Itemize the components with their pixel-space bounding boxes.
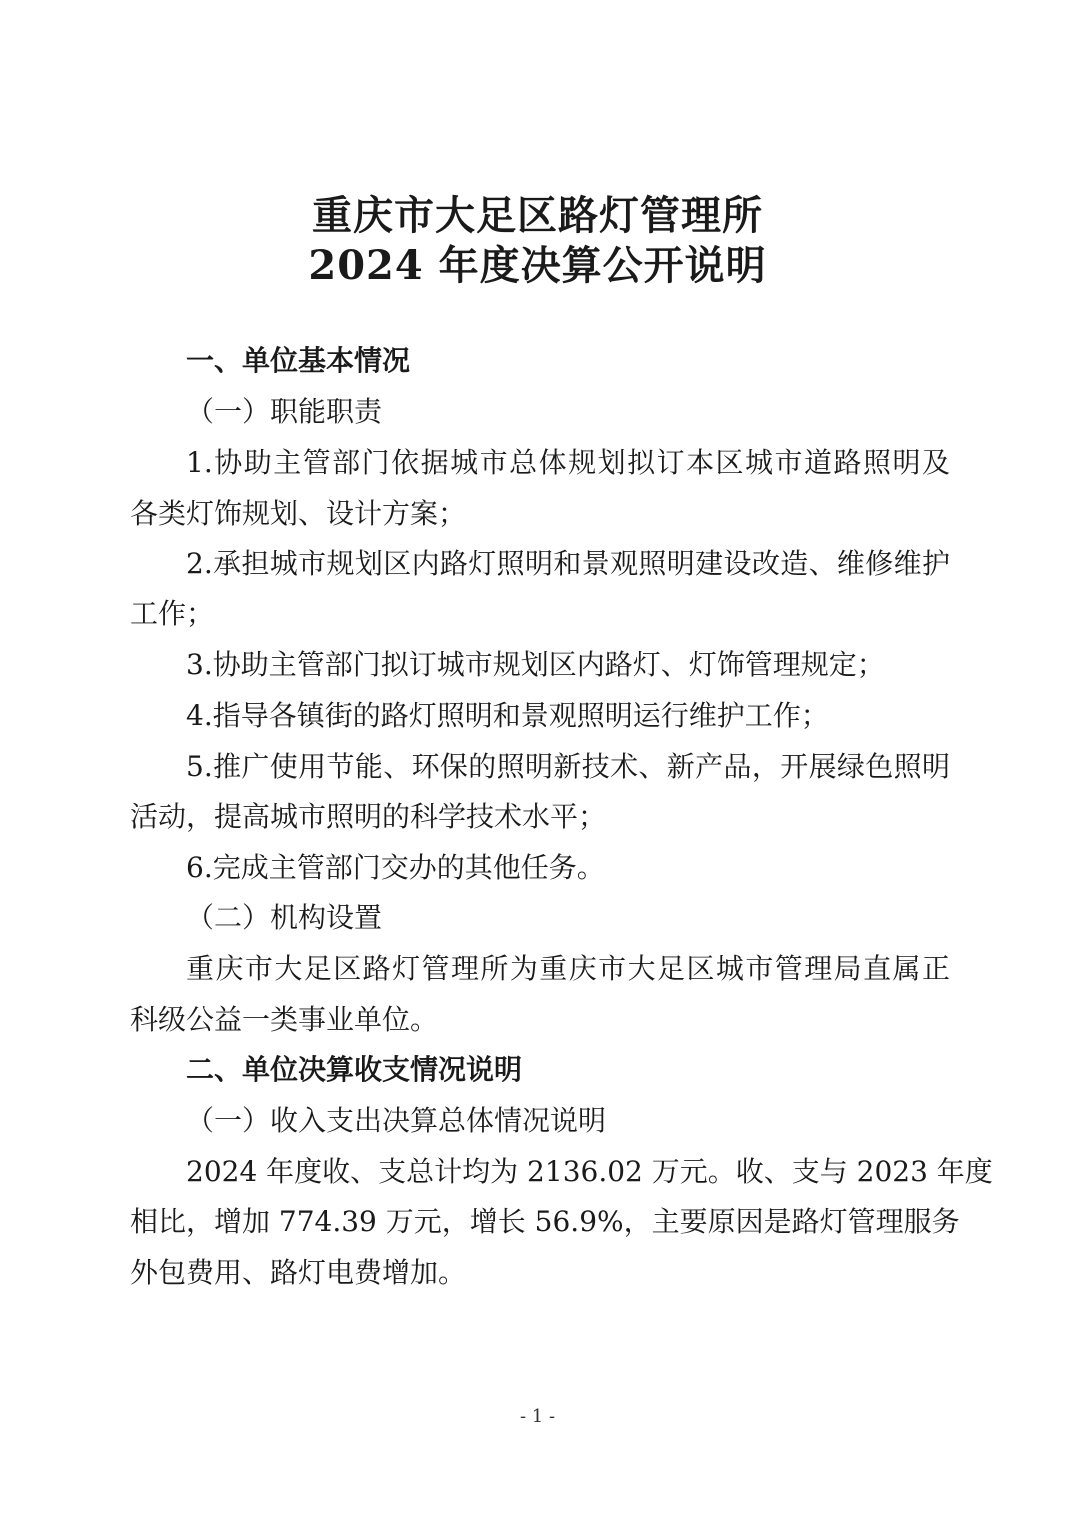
duty-item-4: 4.指导各镇街的路灯照明和景观照明运行维护工作； (186, 699, 829, 732)
budget-text-line3: 外包费用、路灯电费增加。 (130, 1256, 467, 1289)
section-heading-2: 二、单位决算收支情况说明 (186, 1053, 523, 1086)
section-heading-1: 一、单位基本情况 (186, 344, 411, 377)
subsection-heading-duties: （一）职能职责 (186, 395, 383, 428)
document-title-line2: 2024 年度决算公开说明 (308, 242, 767, 289)
subsection-heading-budget: （一）收入支出决算总体情况说明 (186, 1104, 607, 1137)
duty-item-2-line2: 工作； (130, 597, 215, 630)
organization-text-line1: 重庆市大足区路灯管理所为重庆市大足区城市管理局直属正 (186, 952, 950, 985)
duty-item-1-line1: 1.协助主管部门依据城市总体规划拟订本区城市道路照明及 (186, 446, 950, 479)
subsection-heading-organization: （二）机构设置 (186, 901, 383, 934)
budget-text-line1: 2024 年度收、支总计均为 2136.02 万元。收、支与 2023 年度 (186, 1155, 993, 1188)
duty-item-5-line2: 活动，提高城市照明的科学技术水平； (130, 800, 607, 833)
budget-text-line2: 相比，增加 774.39 万元，增长 56.9%，主要原因是路灯管理服务 (130, 1205, 960, 1238)
duty-item-6: 6.完成主管部门交办的其他任务。 (186, 851, 605, 884)
duty-item-3: 3.协助主管部门拟订城市规划区内路灯、灯饰管理规定； (186, 648, 885, 681)
document-title-line1: 重庆市大足区路灯管理所 (312, 192, 763, 239)
duty-item-1-line2: 各类灯饰规划、设计方案； (130, 497, 467, 530)
duty-item-5-line1: 5.推广使用节能、环保的照明新技术、新产品，开展绿色照明 (186, 750, 950, 783)
organization-text-line2: 科级公益一类事业单位。 (130, 1003, 439, 1036)
duty-item-2-line1: 2.承担城市规划区内路灯照明和景观照明建设改造、维修维护 (186, 547, 950, 580)
page-number: - 1 - (519, 1406, 556, 1427)
